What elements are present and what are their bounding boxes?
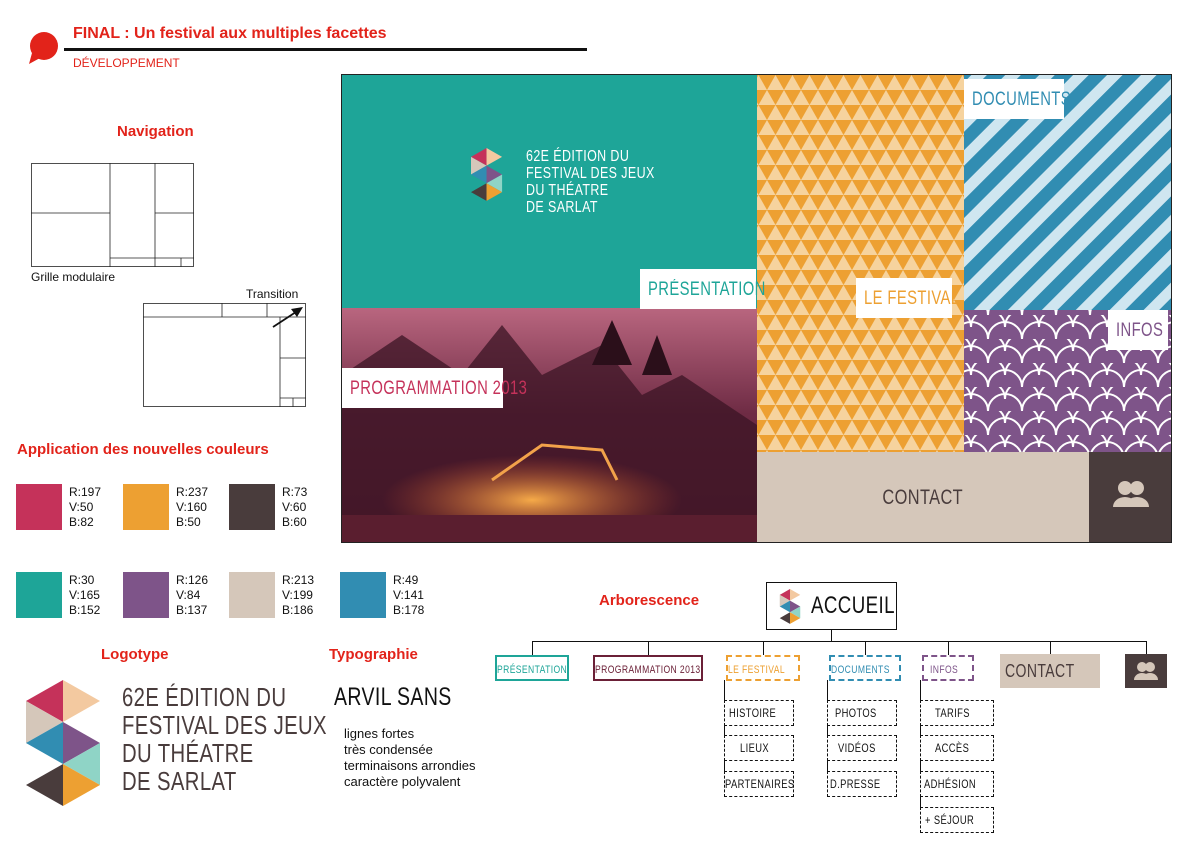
mockup-logo-line: FESTIVAL DES JEUX <box>526 165 655 182</box>
connector-line <box>763 641 764 655</box>
festival-logo-icon <box>26 680 100 815</box>
color-values: R:237 V:160 B:50 <box>176 485 209 529</box>
colors-heading: Application des nouvelles couleurs <box>17 441 269 458</box>
tile-presentation[interactable] <box>640 269 766 309</box>
node-label: ACCÈS <box>935 741 970 755</box>
accueil-logo-icon <box>779 589 801 625</box>
subnode-videos[interactable] <box>827 735 897 761</box>
color-swatch-purple <box>123 572 169 618</box>
color-swatch-blue <box>340 572 386 618</box>
node-label: + SÉJOUR <box>925 813 975 827</box>
speech-bubble-icon <box>26 31 60 65</box>
subnode-dossier-presse[interactable] <box>827 771 897 797</box>
color-swatch-brown <box>229 484 275 530</box>
node-label: PRÉSENTATION <box>497 664 568 676</box>
subnode-lieux[interactable] <box>724 735 794 761</box>
page-title: FINAL : Un festival aux multiples facettes <box>73 25 387 42</box>
tile-label: CONTACT <box>882 486 964 509</box>
node-members[interactable] <box>1125 654 1167 688</box>
typeface-trait: caractère polyvalent <box>344 774 461 789</box>
title-underline <box>64 48 587 51</box>
node-label: INFOS <box>929 664 959 676</box>
subnode-histoire[interactable] <box>724 700 794 726</box>
color-swatch-red <box>16 484 62 530</box>
color-values: R:213 V:199 B:186 <box>282 573 315 617</box>
typeface-trait: très condensée <box>344 742 433 757</box>
tile-members[interactable] <box>1089 452 1172 543</box>
node-label: LIEUX <box>740 741 770 755</box>
node-label: HISTOIRE <box>728 706 776 720</box>
node-label: PARTENAIRES <box>725 777 795 791</box>
connector-line <box>865 641 866 655</box>
tile-contact[interactable] <box>757 452 1089 543</box>
node-contact[interactable] <box>1000 654 1100 688</box>
subnode-acces[interactable] <box>920 735 994 761</box>
mockup-logo-line: DU THÉATRE <box>526 182 609 199</box>
color-values: R:73 V:60 B:60 <box>282 485 308 529</box>
node-label: D.PRESSE <box>829 777 881 791</box>
typeface-description <box>344 726 476 790</box>
logo-line: DU THÉATRE <box>122 738 254 768</box>
node-label: ADHÉSION <box>923 777 976 791</box>
mockup-logo-text <box>526 148 676 216</box>
subnode-photos[interactable] <box>827 700 897 726</box>
logo-line: 62E ÉDITION DU <box>122 682 287 712</box>
node-label: PHOTOS <box>835 706 877 720</box>
typography-heading: Typographie <box>329 646 418 663</box>
tile-label: INFOS <box>1116 320 1164 341</box>
logo-line: FESTIVAL DES JEUX <box>122 710 327 740</box>
tile-label: PROGRAMMATION 2013 <box>350 378 528 399</box>
node-label: ACCUEIL <box>811 592 895 619</box>
transition-diagram <box>143 303 309 416</box>
node-label: VIDÉOS <box>837 741 876 755</box>
page-subtitle: DÉVELOPPEMENT <box>73 56 180 70</box>
subnode-tarifs[interactable] <box>920 700 994 726</box>
mockup-logo-line: DE SARLAT <box>526 199 598 216</box>
node-documents[interactable] <box>829 655 901 681</box>
node-le-festival[interactable] <box>726 655 800 681</box>
sitemap-heading: Arborescence <box>599 592 700 609</box>
tile-label: DOCUMENTS <box>972 89 1072 110</box>
node-label: TARIFS <box>934 706 970 720</box>
color-values: R:126 V:84 B:137 <box>176 573 209 617</box>
connector-line <box>948 641 949 655</box>
subnode-sejour[interactable] <box>920 807 994 833</box>
website-mockup <box>341 74 1172 543</box>
node-accueil[interactable] <box>766 582 897 630</box>
tile-documents[interactable] <box>964 79 1072 119</box>
connector-line <box>831 630 832 641</box>
node-label: CONTACT <box>1005 661 1075 681</box>
tile-le-festival[interactable] <box>856 278 960 318</box>
logotype-heading: Logotype <box>101 646 169 663</box>
typeface-trait: lignes fortes <box>344 726 415 741</box>
subnode-partenaires[interactable] <box>724 771 794 797</box>
color-swatch-orange <box>123 484 169 530</box>
color-values: R:49 V:141 B:178 <box>393 573 425 617</box>
tile-infos[interactable] <box>1108 310 1168 350</box>
subnode-adhesion[interactable] <box>920 771 994 797</box>
node-label: DOCUMENTS <box>831 664 890 676</box>
connector-line <box>1146 641 1147 655</box>
connector-line <box>532 641 533 655</box>
color-swatch-teal <box>16 572 62 618</box>
node-presentation[interactable] <box>495 655 569 681</box>
connector-line <box>532 641 1146 642</box>
color-values: R:30 V:165 B:152 <box>69 573 101 617</box>
node-programmation[interactable] <box>593 655 703 681</box>
transition-label: Transition <box>246 287 299 301</box>
typeface-trait: terminaisons arrondies <box>344 758 476 773</box>
users-icon <box>1125 654 1167 688</box>
mockup-logo-line: 62E ÉDITION DU <box>526 148 630 165</box>
modular-grid-diagram <box>31 163 196 274</box>
connector-line <box>1050 641 1051 655</box>
tile-label: PRÉSENTATION <box>648 279 766 300</box>
tile-label: LE FESTIVAL <box>864 288 960 309</box>
logotype-text <box>122 682 327 796</box>
node-label: LE FESTIVAL <box>728 664 786 676</box>
typeface-name: ARVIL SANS <box>334 683 452 711</box>
grid-label: Grille modulaire <box>31 270 116 284</box>
color-values: R:197 V:50 B:82 <box>69 485 102 529</box>
connector-line <box>648 641 649 655</box>
tile-programmation[interactable] <box>342 368 528 408</box>
node-infos[interactable] <box>922 655 974 681</box>
mockup-logo-icon <box>471 148 502 201</box>
logo-line: DE SARLAT <box>122 766 237 796</box>
node-label: PROGRAMMATION 2013 <box>595 664 701 676</box>
color-swatch-beige <box>229 572 275 618</box>
navigation-heading: Navigation <box>117 123 194 140</box>
